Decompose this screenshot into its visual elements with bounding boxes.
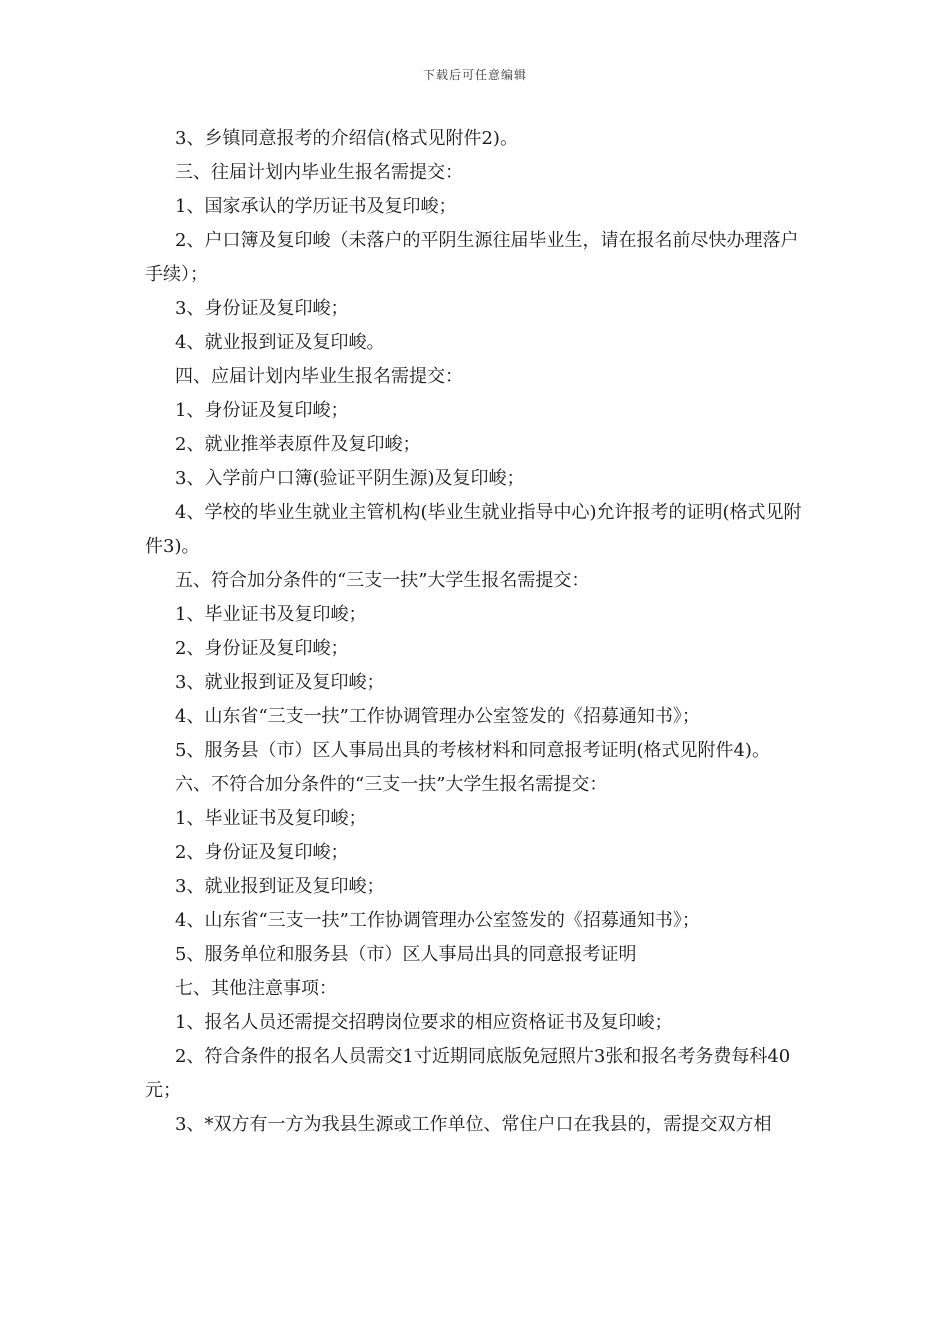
- paragraph: 1、毕业证书及复印峻；: [175, 808, 367, 829]
- page-header-note: 下载后可任意编辑: [422, 68, 527, 82]
- paragraph: 1、身份证及复印峻；: [175, 400, 349, 421]
- paragraph: 2、身份证及复印峻；: [175, 638, 349, 659]
- section-heading: 七、其他注意事项：: [175, 978, 337, 999]
- paragraph: 1、报名人员还需提交招聘岗位要求的相应资格证书及复印峻；: [175, 1012, 673, 1033]
- paragraph: 4、就业报到证及复印峻。: [175, 332, 385, 353]
- section-heading: 六、不符合加分条件的“三支一扶”大学生报名需提交：: [175, 774, 608, 795]
- paragraph: 3、入学前户口簿(验证平阴生源)及复印峻；: [175, 468, 525, 489]
- document-body: [145, 122, 810, 1142]
- paragraph: 2、符合条件的报名人员需交1寸近期同底版免冠照片3张和报名考务费每科40元；: [145, 1046, 791, 1101]
- section-heading: 四、应届计划内毕业生报名需提交：: [175, 366, 463, 387]
- paragraph: 2、户口簿及复印峻（未落户的平阴生源往届毕业生，请在报名前尽快办理落户手续）；: [145, 230, 799, 285]
- paragraph: 3、就业报到证及复印峻；: [175, 876, 385, 897]
- section-heading: 五、符合加分条件的“三支一扶”大学生报名需提交：: [175, 570, 590, 591]
- paragraph: 1、国家承认的学历证书及复印峻；: [175, 196, 457, 217]
- paragraph: 3、*双方有一方为我县生源或工作单位、常住户口在我县的，需提交双方相: [175, 1114, 772, 1135]
- paragraph: 5、服务单位和服务县（市）区人事局出具的同意报考证明: [175, 944, 637, 965]
- paragraph: 4、学校的毕业生就业主管机构(毕业生就业指导中心)允许报考的证明(格式见附件3)。: [145, 502, 802, 557]
- paragraph: 3、身份证及复印峻；: [175, 298, 349, 319]
- paragraph: 4、山东省“三支一扶”工作协调管理办公室签发的《招募通知书》；: [175, 910, 700, 931]
- paragraph: 1、毕业证书及复印峻；: [175, 604, 367, 625]
- paragraph: 3、乡镇同意报考的介绍信(格式见附件2)。: [175, 128, 518, 149]
- paragraph: 4、山东省“三支一扶”工作协调管理办公室签发的《招募通知书》；: [175, 706, 700, 727]
- paragraph: 3、就业报到证及复印峻；: [175, 672, 385, 693]
- paragraph: 2、身份证及复印峻；: [175, 842, 349, 863]
- paragraph: 2、就业推举表原件及复印峻；: [175, 434, 421, 455]
- paragraph: 5、服务县（市）区人事局出具的考核材料和同意报考证明(格式见附件4)。: [175, 740, 770, 761]
- section-heading: 三、往届计划内毕业生报名需提交：: [175, 162, 463, 183]
